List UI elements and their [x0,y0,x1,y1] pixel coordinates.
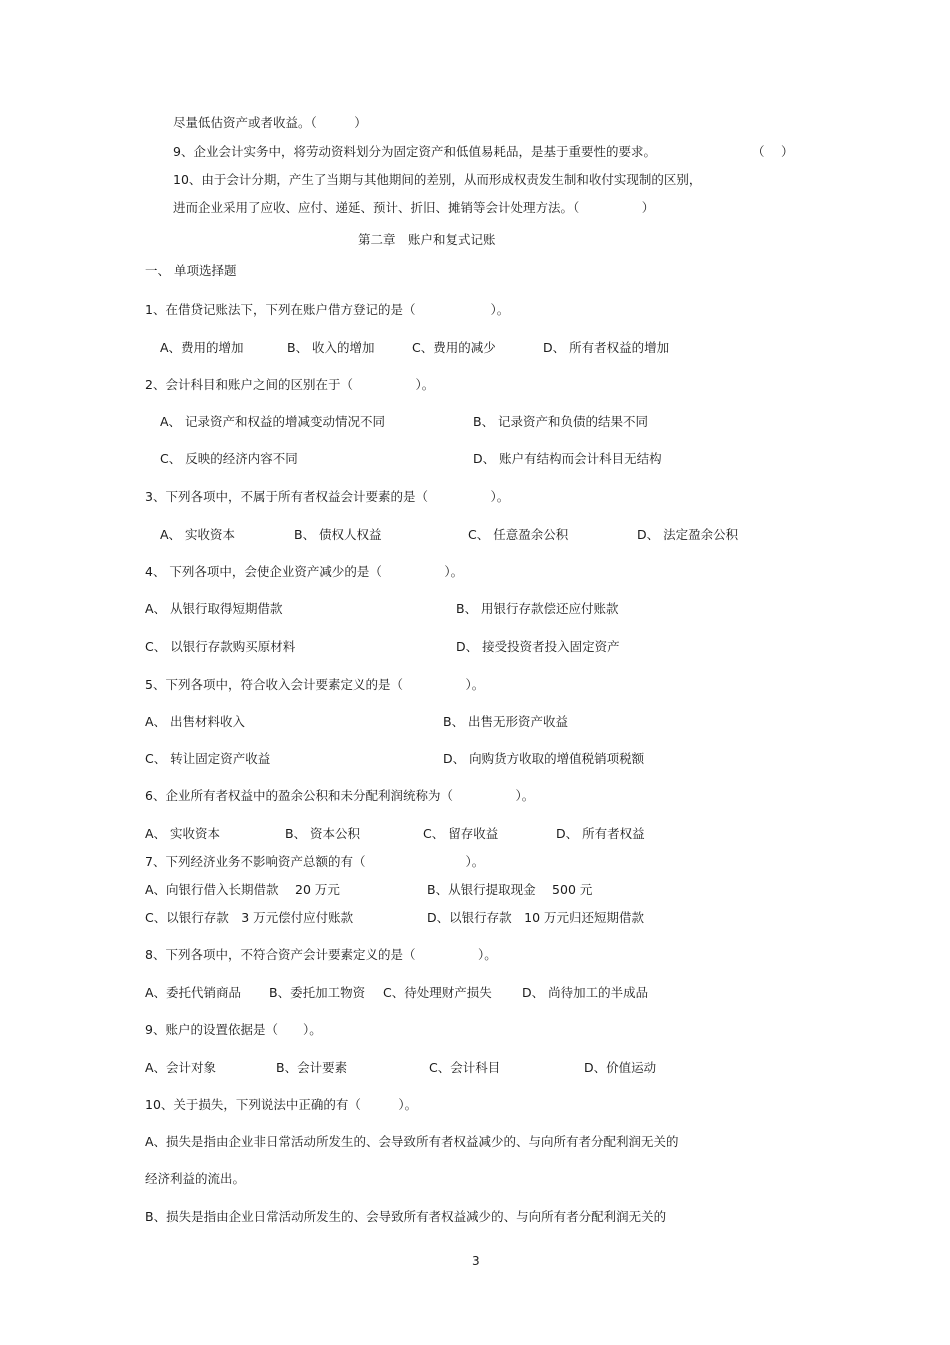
question-1-option-b: B、 收入的增加 [287,340,375,355]
question-9-option-a: A、会计对象 [145,1060,217,1075]
question-4-option-b: B、 用银行存款偿还应付账款 [456,601,619,616]
question-5-option-a: A、 出售材料收入 [145,714,246,729]
question-6-option-d: D、 所有者权益 [556,826,645,841]
question-6-stem: 6、企业所有者权益中的盈余公积和未分配利润统称为（ ）。 [145,788,535,803]
question-2-option-d: D、 账户有结构而会计科目无结构 [473,451,662,466]
statement-continuation: 尽量低估资产或者收益。（ ） [173,115,367,130]
question-4-option-c: C、 以银行存款购买原材料 [145,639,296,654]
question-7-option-c: C、以银行存款 3 万元偿付应付账款 [145,910,354,925]
question-8-option-c: C、待处理财产损失 [383,985,492,1000]
question-3-option-a: A、 实收资本 [160,527,236,542]
question-9-option-c: C、会计科目 [429,1060,501,1075]
judgement-item-9-answer: （ ） [752,144,794,159]
question-10-option-a-line1: A、损失是指由企业非日常活动所发生的、会导致所有者权益减少的、与向所有者分配利润无关的 [145,1134,679,1149]
question-5-stem: 5、下列各项中，符合收入会计要素定义的是（ ）。 [145,677,485,692]
question-8-option-d: D、 尚待加工的半成品 [522,985,649,1000]
question-6-option-a: A、 实收资本 [145,826,221,841]
question-1-option-d: D、 所有者权益的增加 [543,340,670,355]
question-7-option-a: A、向银行借入长期借款 20 万元 [145,882,340,897]
judgement-item-10-line2: 进而企业采用了应收、应付、递延、预计、折旧、摊销等会计处理方法。（ ） [173,200,655,215]
question-6-option-c: C、 留存收益 [423,826,499,841]
question-9-stem: 9、账户的设置依据是（ ）。 [145,1022,322,1037]
question-10-option-a-line2: 经济利益的流出。 [145,1171,246,1186]
question-4-option-d: D、 接受投资者投入固定资产 [456,639,620,654]
question-7-option-b: B、从银行提取现金 500 元 [427,882,593,897]
question-9-option-d: D、价值运动 [584,1060,657,1075]
page-number: 3 [472,1254,480,1268]
question-5-option-d: D、 向购货方收取的增值税销项税额 [443,751,645,766]
question-7-option-d: D、以银行存款 10 万元归还短期借款 [427,910,645,925]
question-2-option-a: A、 记录资产和权益的增减变动情况不同 [160,414,386,429]
question-3-option-c: C、 任意盈余公积 [468,527,569,542]
chapter-title: 第二章 账户和复式记账 [358,232,496,247]
section-title: 一、 单项选择题 [145,263,237,278]
question-3-stem: 3、下列各项中，不属于所有者权益会计要素的是（ ）。 [145,489,510,504]
question-1-option-c: C、费用的减少 [412,340,496,355]
question-2-option-b: B、 记录资产和负债的结果不同 [473,414,649,429]
question-5-option-b: B、 出售无形资产收益 [443,714,569,729]
question-2-option-c: C、 反映的经济内容不同 [160,451,298,466]
question-4-option-a: A、 从银行取得短期借款 [145,601,283,616]
question-5-option-c: C、 转让固定资产收益 [145,751,271,766]
question-1-option-a: A、费用的增加 [160,340,244,355]
question-4-stem: 4、 下列各项中，会使企业资产减少的是（ ）。 [145,564,464,579]
question-8-stem: 8、下列各项中，不符合资产会计要素定义的是（ ）。 [145,947,497,962]
judgement-item-10-line1: 10、由于会计分期，产生了当期与其他期间的差别，从而形成权责发生制和收付实现制的区别， [173,172,702,187]
question-10-option-b-line1: B、损失是指由企业日常活动所发生的、会导致所有者权益减少的、与向所有者分配利润无关的 [145,1209,667,1224]
question-10-stem: 10、关于损失，下列说法中正确的有（ ）。 [145,1097,418,1112]
question-3-option-d: D、 法定盈余公积 [637,527,739,542]
question-2-stem: 2、会计科目和账户之间的区别在于（ ）。 [145,377,435,392]
question-1-stem: 1、在借贷记账法下，下列在账户借方登记的是（ ）。 [145,302,510,317]
judgement-item-9: 9、企业会计实务中，将劳动资料划分为固定资产和低值易耗品，是基于重要性的要求。 [173,144,656,159]
question-8-option-a: A、委托代销商品 [145,985,242,1000]
question-6-option-b: B、 资本公积 [285,826,361,841]
question-9-option-b: B、会计要素 [276,1060,348,1075]
question-8-option-b: B、委托加工物资 [269,985,366,1000]
question-7-stem: 7、下列经济业务不影响资产总额的有（ ）。 [145,854,485,869]
question-3-option-b: B、 债权人权益 [294,527,382,542]
